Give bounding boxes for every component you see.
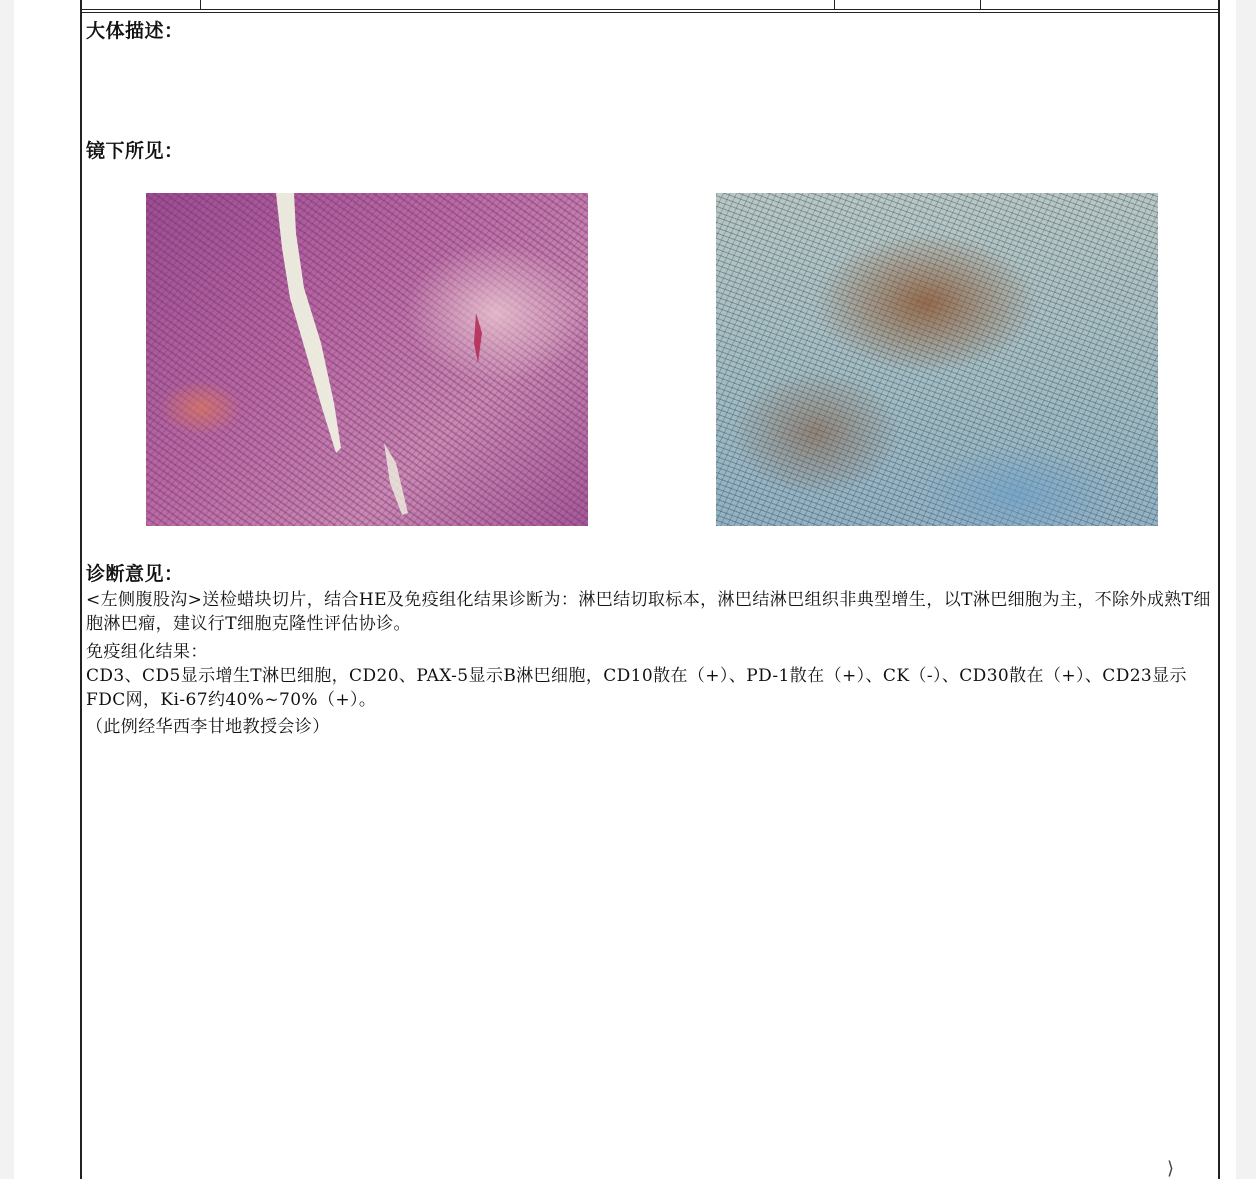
ihc-stain-micrograph (716, 193, 1158, 526)
table-cell-divider (200, 0, 201, 9)
ihc-heading: 免疫组化结果： (86, 642, 208, 662)
microscopic-findings-label: 镜下所见： (86, 140, 184, 162)
he-stain-micrograph (146, 193, 588, 526)
report-frame (80, 0, 1220, 1179)
diagnosis-label: 诊断意见： (86, 563, 184, 585)
gross-description-label: 大体描述： (86, 20, 184, 42)
page-corner-mark: ⟩ (1166, 1158, 1174, 1179)
ihc-results: CD3、CD5显示增生T淋巴细胞，CD20、PAX-5显示B淋巴细胞，CD10散在（+）、PD-1散在（+）、CK（-）、CD30散在（+）、CD23显示FDC网，Ki-67约40%~70%（+）。 (86, 666, 1187, 710)
table-cell-divider (980, 0, 981, 9)
table-cell-divider (834, 0, 835, 9)
consultation-note: （此例经华西李甘地教授会诊） (86, 717, 330, 737)
diagnosis-paragraph: <左侧腹股沟>送检蜡块切片，结合HE及免疫组化结果诊断为：淋巴结切取标本，淋巴结淋巴组织非典型增生，以T淋巴细胞为主，不除外成熟T细胞淋巴瘤，建议行T细胞克隆性评估协诊。 (86, 590, 1211, 634)
report-page (14, 0, 1236, 1179)
tissue-crack-shape (146, 193, 588, 526)
header-table-row (82, 0, 1218, 10)
header-divider (82, 12, 1218, 13)
